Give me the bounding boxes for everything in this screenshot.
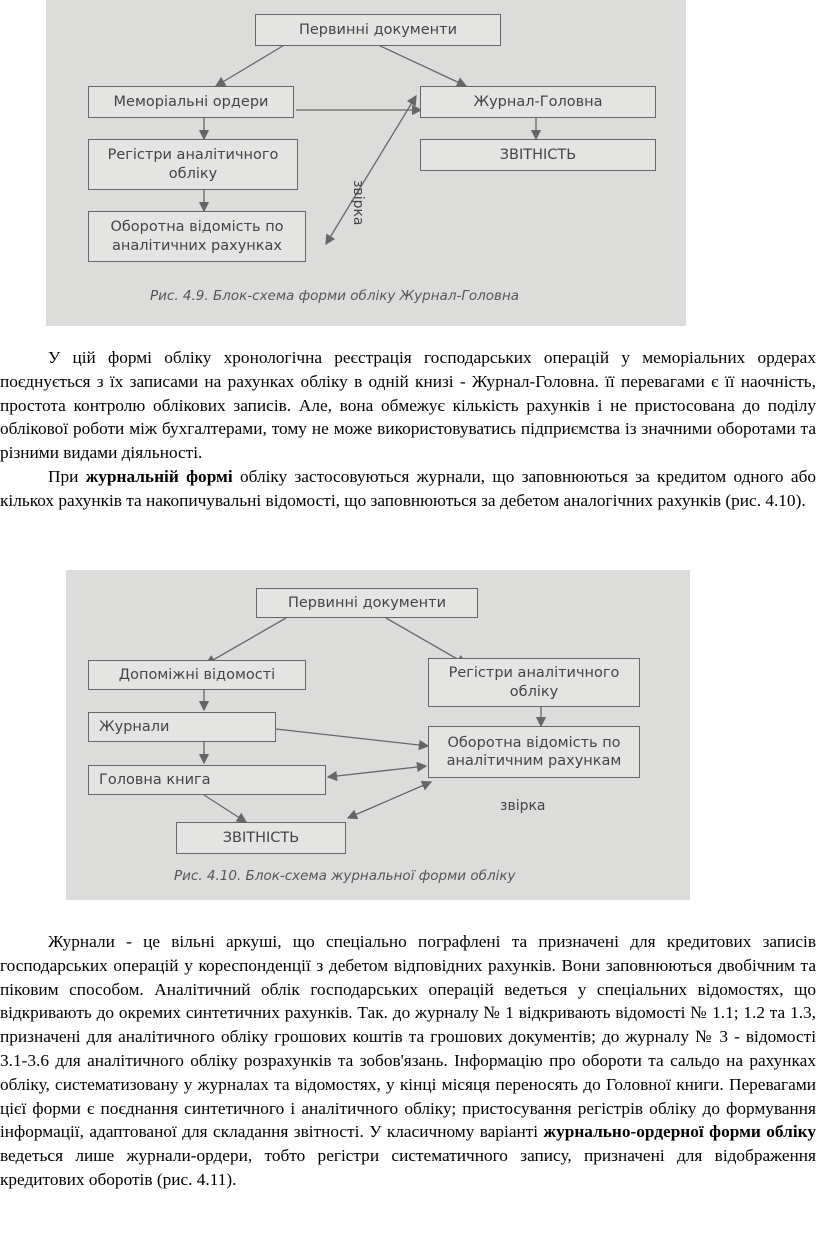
arrow-journals-to-turnover [276,729,428,746]
arrow-primary-to-aux [206,618,286,664]
text-block-2 [0,930,816,1192]
text-run: При [48,466,86,486]
paragraph-journals [0,930,816,1192]
box-journal-main: Журнал-Головна [420,86,656,118]
arrow-reporting-turnover-check [348,782,431,818]
box-reporting: ЗВІТНІСТЬ [420,139,656,171]
box-general-ledger: Головна книга [88,765,326,795]
figure-4-9 [46,0,686,326]
bold-term-journal-order-form: журнально-ордерної форми обліку [543,1122,816,1142]
text-run: Журнали - це вільні аркуші, що спеціально пографлені та призначені для кредитових записів господарських операцій у кореспонденції з дебетом відповідних рахунків. Вони заповнюються двобічним та піковим способом. Аналітичний облік господарських операцій ведеться у спеціальних відомостях, що відкривають до окремих синтетичних рахунків. Так. до журналу № 1 відкривають відомості № 1.1; 1.2 та 1.3, призначені для аналітичного обліку грошових коштів та грошових документів; до журналу № 3 - відомості 3.1-3.6 для аналітичного обліку розрахунків та зобов'язань. Інформацію про обороти та сальдо на рахунках обліку, систематизовану у журналах та відомостях, у кінці місяця переносять до Головної книги. Перевагами цієї форми є поєднання синтетичного і аналітичного обліку; пристосування регістрів обліку до формування інформації, адаптованої для складання звітності. У класичному варіанті [0,932,816,1142]
arrow-primary-to-memorial [216,44,286,86]
box-primary-documents: Первинні документи [256,588,478,618]
arrow-ledger-turnover-check [328,766,426,777]
arrow-check [326,96,416,244]
label-check-fig1: звірка [350,180,366,226]
box-journals: Журнали [88,712,276,742]
label-check-fig2: звірка [500,798,546,814]
arrow-ledger-to-reporting [204,795,246,822]
box-memorial-orders: Меморіальні ордери [88,86,294,118]
box-reporting: ЗВІТНІСТЬ [176,822,346,854]
arrow-primary-to-journal [376,44,466,86]
figure-4-10 [66,570,690,900]
box-turnover-statement: Оборотна відомість по аналітичним рахункам [428,726,640,778]
paragraph-journal-main: У цій формі обліку хронологічна реєстрація господарських операцій у меморіальних ордерах поєднується з їх записами на рахунках обліку в одній книзі - Журнал-Головна. її перевагами є її наочність, простота контролю облікових записів. Але, вона обмежує кількість рахунків і не пристосована до поділу облікової роботи між бухгалтерами, тому не може використовуватись підприємства із значними оборотами та різними видами діяльності. [0,348,816,463]
box-aux-statements: Допоміжні відомості [88,660,306,690]
text-run: ведеться лише журнали-ордери, тобто регістри систематичного запису, призначені для відображення кредитових оборотів (рис. 4.11). [0,1146,816,1189]
bold-term-journal-form: журнальній формі [85,466,233,486]
box-analytic-registers: Регістри аналітичного обліку [88,139,298,190]
text-block-1 [0,346,816,513]
text-run: обліку застосовуються журнали, що заповнюються за кредитом одного або кількох рахунків та накопичувальні відомості, що заповнюються за дебетом аналогічних рахунків (рис. 4.10). [0,466,816,510]
paragraph-journal-form [0,465,816,513]
box-analytic-registers: Регістри аналітичного обліку [428,658,640,707]
caption-fig-4-9: Рис. 4.9. Блок-схема форми обліку Журнал-Головна [150,288,520,304]
caption-fig-4-10: Рис. 4.10. Блок-схема журнальної форми обліку [174,868,516,884]
box-primary-documents: Первинні документи [255,14,501,46]
box-turnover-statement: Оборотна відомість по аналітичних рахунках [88,211,306,262]
